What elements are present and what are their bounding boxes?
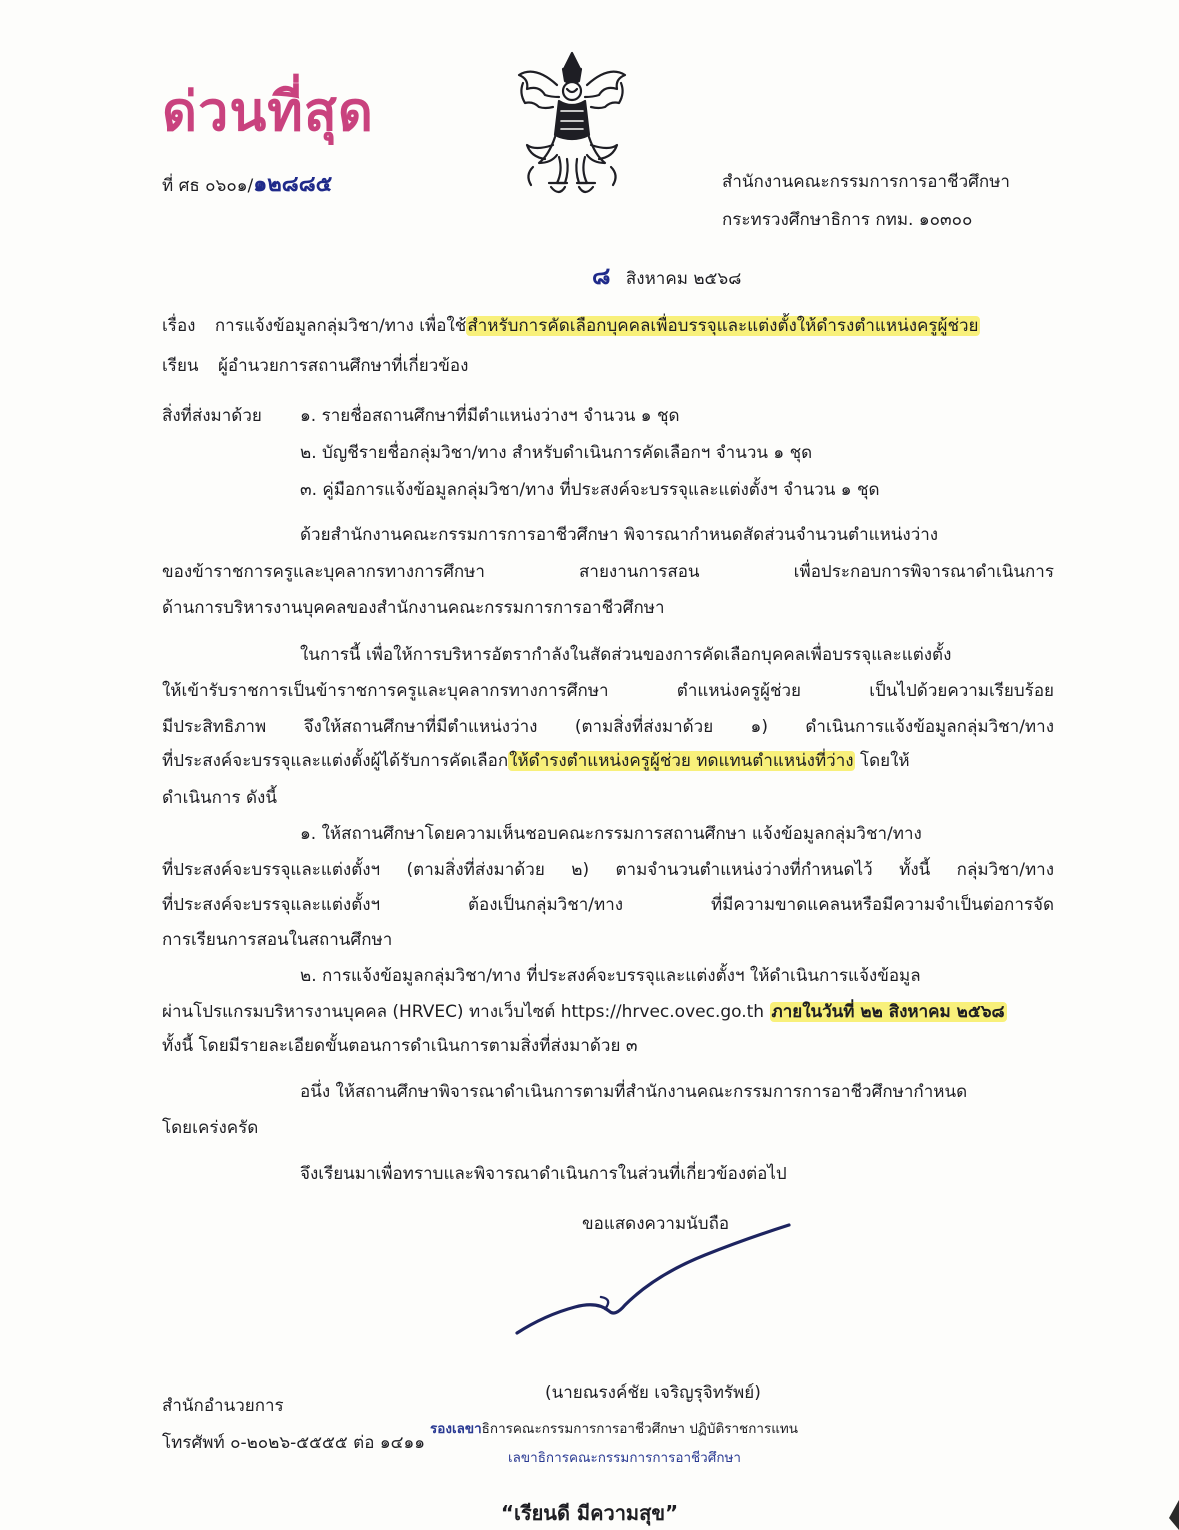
instruction-1-line: ที่ประสงค์จะบรรจุและแต่งตั้งฯ (ตามสิ่งที่ส่งมาด้วย ๒) ตามจำนวนตำแหน่งว่างที่กำหนดไว้ ทั้งนี้ กลุ่มวิชา/ทาง [162,860,1054,880]
urgency-stamp: ด่วนที่สุด [162,79,374,143]
org-name: สำนักงานคณะกรรมการการอาชีวศึกษา [722,172,1010,192]
date-day-handwritten: ๘ [592,262,611,290]
instruction-2-line: ทั้งนี้ โดยมีรายละเอียดขั้นตอนการดำเนินการตามสิ่งที่ส่งมาด้วย ๓ [162,1036,638,1056]
deadline-highlight: ภายในวันที่ ๒๒ สิงหาคม ๒๕๖๘ [771,1002,1005,1022]
regards: ขอแสดงความนับถือ [582,1214,730,1234]
paragraph-2-highlight: ให้ดำรงตำแหน่งครูผู้ช่วย ทดแทนตำแหน่งที่ว่าง [509,751,854,771]
instruction-1-line: การเรียนการสอนในสถานศึกษา [162,930,393,950]
signatory-title-stamp: รองเลขา [430,1421,482,1437]
enclosures-label: สิ่งที่ส่งมาด้วย [162,406,262,426]
paragraph-1-line: ของข้าราชการครูและบุคลากรทางการศึกษา สายงานการสอน เพื่อประกอบการพิจารณาดำเนินการ [162,562,1054,582]
recipient-text: ผู้อำนวยการสถานศึกษาที่เกี่ยวข้อง [217,356,469,376]
document-number-prefix: ที่ ศธ ๐๖๐๑/ [162,176,254,196]
handwritten-signature [505,1215,795,1350]
paragraph-2-line: ให้เข้ารับราชการเป็นข้าราชการครูและบุคลากรทางการศึกษา ตำแหน่งครูผู้ช่วย เป็นไปด้วยความเรียบร้อย [162,681,1054,701]
paragraph-2-line4-tail: โดยให้ [854,751,910,771]
paragraph-2-line4-plain: ที่ประสงค์จะบรรจุและแต่งตั้งผู้ได้รับการคัดเลือก [162,751,509,771]
document-number [162,174,332,196]
paragraph-1-line: ด้านการบริหารงานบุคคลของสำนักงานคณะกรรมการการอาชีวศึกษา [162,598,665,618]
closing-sentence: จึงเรียนมาเพื่อทราบและพิจารณาดำเนินการในส่วนที่เกี่ยวข้องต่อไป [300,1164,787,1184]
garuda-emblem-icon [505,45,640,205]
recipient-line [162,358,468,375]
paragraph-5-line: อนึ่ง ให้สถานศึกษาพิจารณาดำเนินการตามที่สำนักงานคณะกรรมการการอาชีวศึกษากำหนด [300,1082,968,1102]
letter-date [592,264,741,288]
motto: “เรียนดี มีความสุข” [500,1501,679,1525]
signatory-title [430,1417,798,1439]
enclosure-item: ๓. คู่มือการแจ้งข้อมูลกลุ่มวิชา/ทาง ที่ประสงค์จะบรรจุและแต่งตั้งฯ จำนวน ๑ ชุด [300,480,880,500]
org-address: กระทรวงศึกษาธิการ กทม. ๑๐๓๐๐ [722,210,973,230]
instruction-2-line [162,1004,1007,1021]
subject-text: การแจ้งข้อมูลกลุ่มวิชา/ทาง เพื่อใช้ [214,316,467,336]
enclosure-item: ๒. บัญชีรายชื่อกลุ่มวิชา/ทาง สำหรับดำเนินการคัดเลือกฯ จำนวน ๑ ชุด [300,443,813,463]
instruction-1-line: ที่ประสงค์จะบรรจุและแต่งตั้งฯ ต้องเป็นกลุ่มวิชา/ทาง ที่มีความขาดแคลนหรือมีความจำเป็นต่อการจัด [162,895,1054,915]
signatory-title-rest: ธิการคณะกรรมการการอาชีวศึกษา ปฏิบัติราชการแทน [481,1421,799,1437]
date-month-year: สิงหาคม ๒๕๖๘ [625,269,742,289]
paragraph-2-line [162,753,910,770]
subject-line [162,318,980,335]
subject-label: เรื่อง [162,316,196,336]
office-phone: โทรศัพท์ ๐-๒๐๒๖-๕๕๕๕ ต่อ ๑๔๑๑ [162,1433,426,1453]
instruction-2-url-text: ผ่านโปรแกรมบริหารงานบุคคล (HRVEC) ทางเว็บไซต์ https://hrvec.ovec.go.th [162,1002,765,1022]
paragraph-1-line: ด้วยสำนักงานคณะกรรมการการอาชีวศึกษา พิจารณากำหนดสัดส่วนจำนวนตำแหน่งว่าง [300,525,939,545]
paragraph-2-line: ดำเนินการ ดังนี้ [162,788,277,808]
subject-highlight: สำหรับการคัดเลือกบุคคลเพื่อบรรจุและแต่งตั้งให้ดำรงตำแหน่งครูผู้ช่วย [467,316,979,336]
paragraph-2-line: ในการนี้ เพื่อให้การบริหารอัตรากำลังในสัดส่วนของการคัดเลือกบุคคลเพื่อบรรจุและแต่งตั้ง [300,645,952,665]
signatory-title-2: เลขาธิการคณะกรรมการการอาชีวศึกษา [508,1450,741,1466]
instruction-1-line: ๑. ให้สถานศึกษาโดยความเห็นชอบคณะกรรมการสถานศึกษา แจ้งข้อมูลกลุ่มวิชา/ทาง [300,824,922,844]
paragraph-2-line: มีประสิทธิภาพ จึงให้สถานศึกษาที่มีตำแหน่งว่าง (ตามสิ่งที่ส่งมาด้วย ๑) ดำเนินการแจ้งข้อมูลกลุ่มวิชา/ทาง [162,717,1054,737]
recipient-label: เรียน [162,356,199,376]
edge-mark [1163,1500,1179,1530]
document-number-handwritten: ๑๒๘๘๕ [253,172,333,197]
issuing-office: สำนักอำนวยการ [162,1396,284,1416]
enclosure-item: ๑. รายชื่อสถานศึกษาที่มีตำแหน่งว่างฯ จำนวน ๑ ชุด [300,406,680,426]
signatory-name: (นายณรงค์ชัย เจริญรุจิทรัพย์) [545,1383,761,1403]
paragraph-5-line: โดยเคร่งครัด [162,1118,259,1138]
instruction-2-line: ๒. การแจ้งข้อมูลกลุ่มวิชา/ทาง ที่ประสงค์จะบรรจุและแต่งตั้งฯ ให้ดำเนินการแจ้งข้อมูล [300,966,921,986]
